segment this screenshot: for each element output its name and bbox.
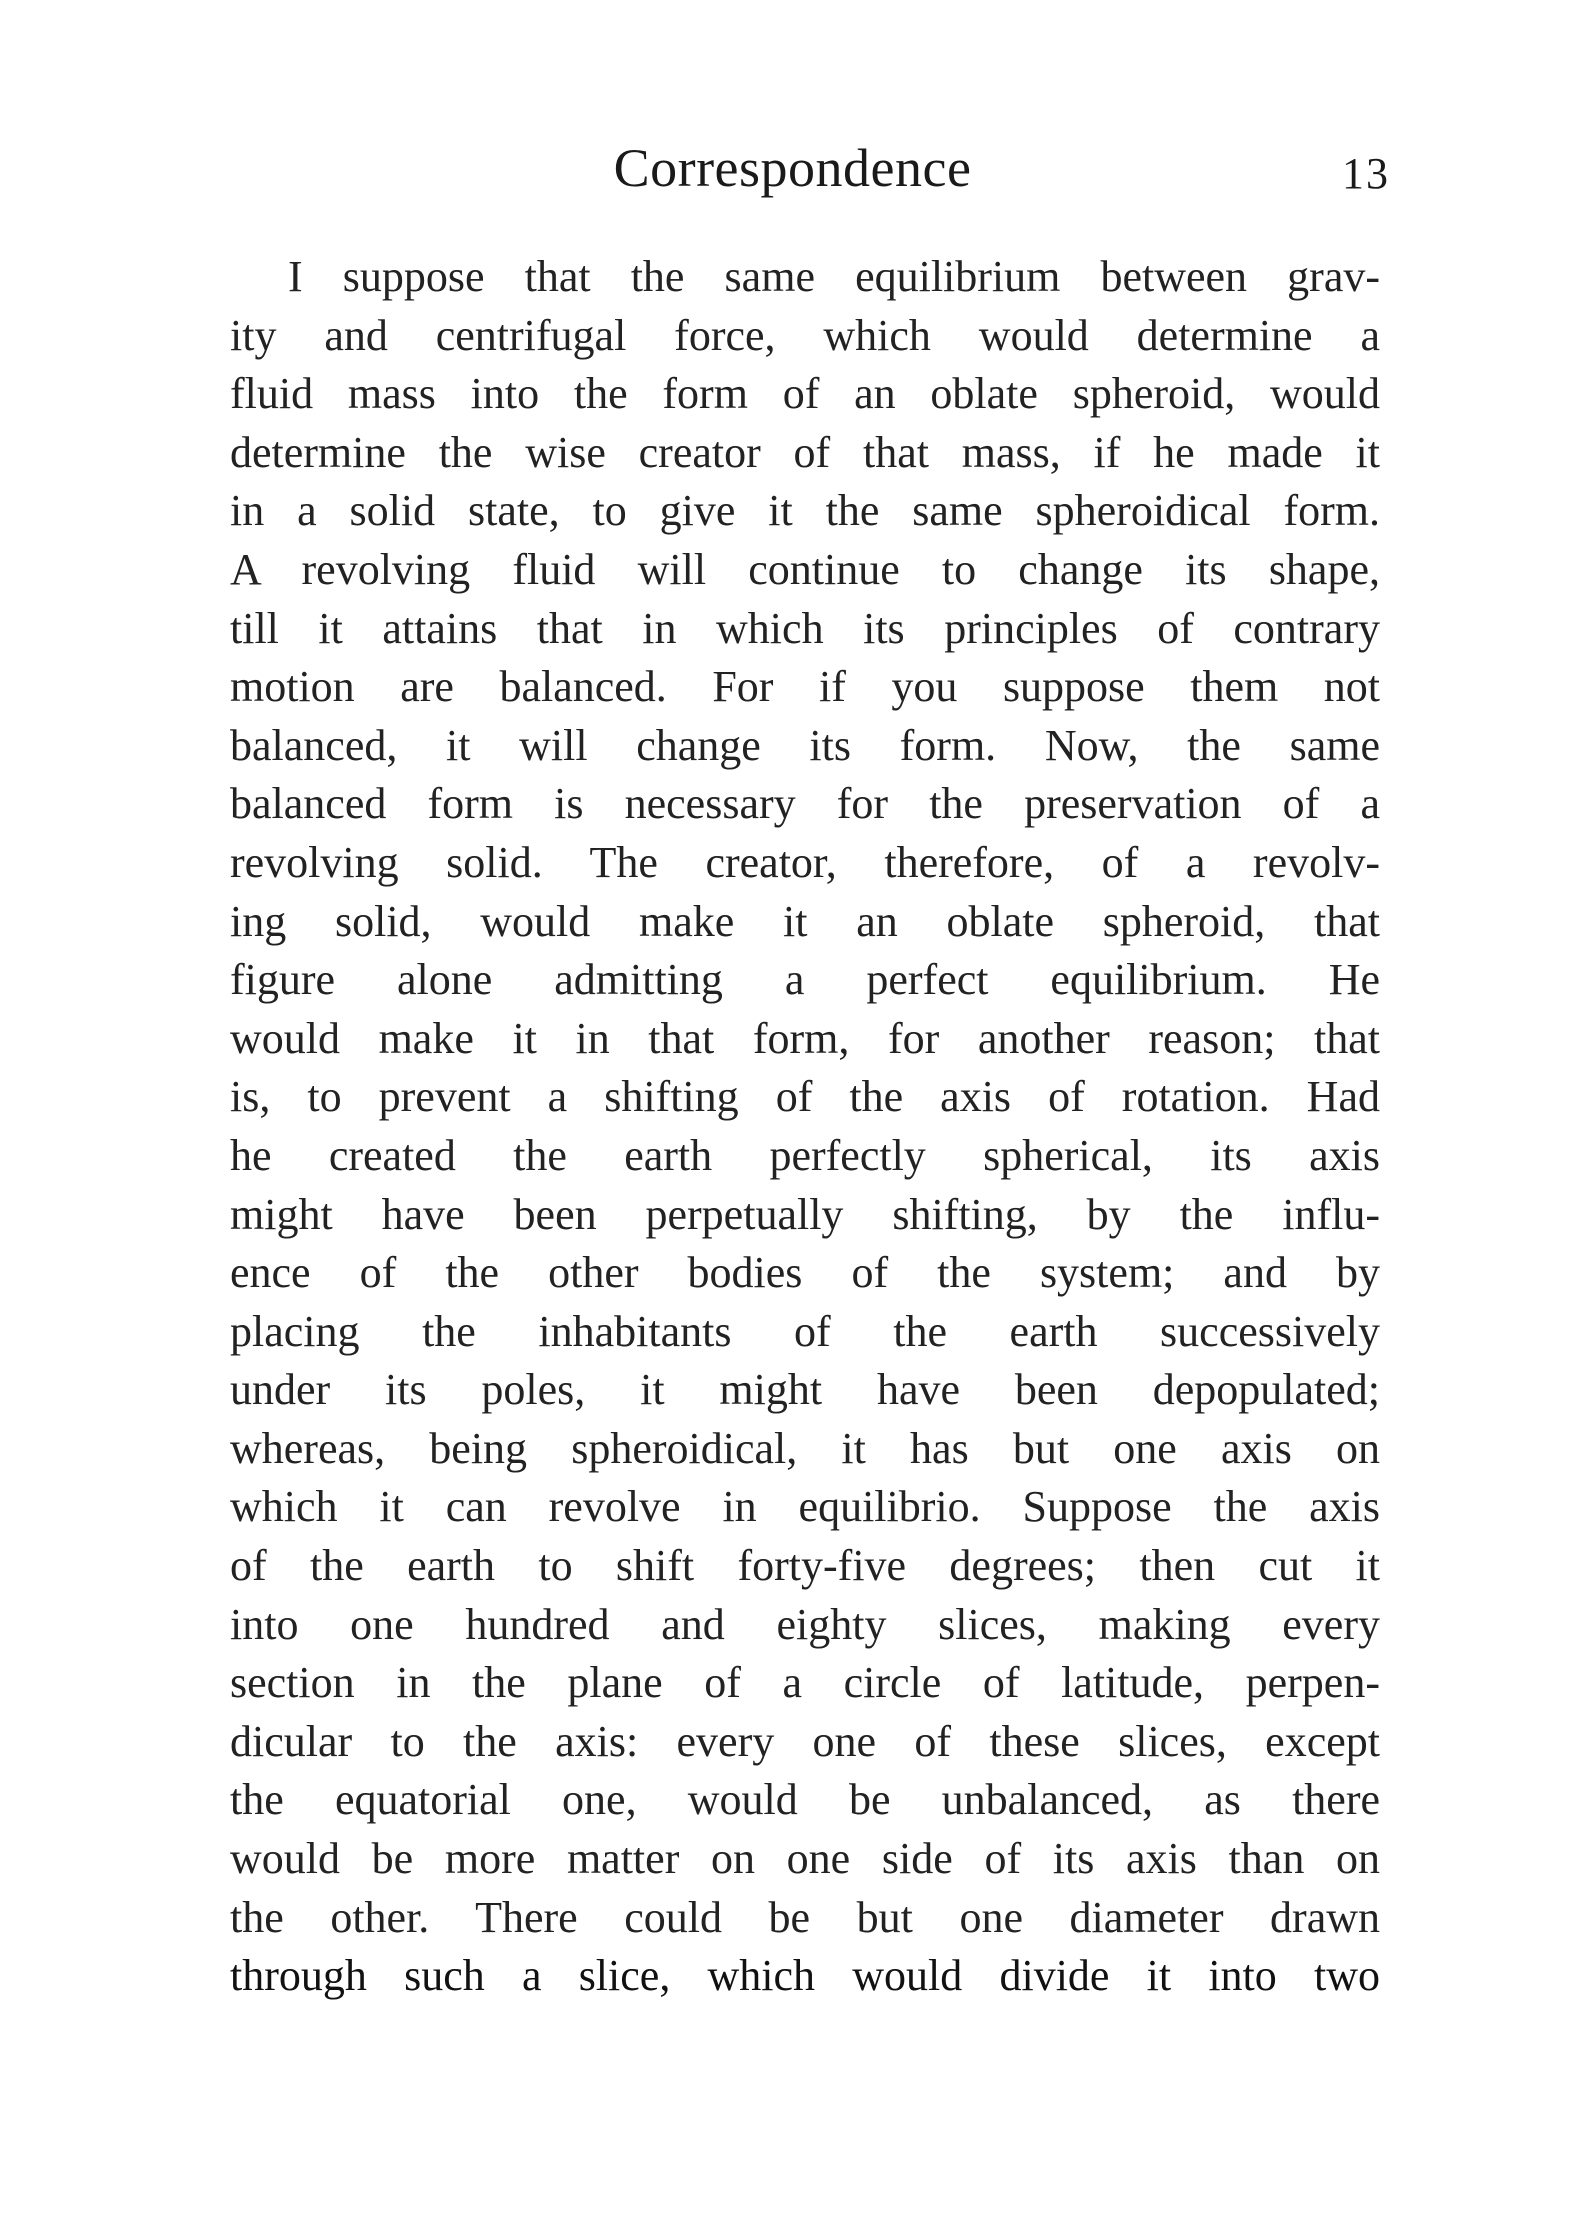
text-line: till it attains that in which its principles of contrary	[230, 603, 1380, 653]
text-line: which it can revolve in equilibrio. Suppose the axis	[230, 1482, 1380, 1532]
text-line: under its poles, it might have been depopulated;	[230, 1365, 1380, 1415]
text-line: would make it in that form, for another reason; that	[230, 1013, 1380, 1063]
text-line: A revolving fluid will continue to change its shape,	[230, 544, 1380, 594]
text-line: the equatorial one, would be unbalanced, as there	[230, 1775, 1380, 1825]
text-line: would be more matter on one side of its axis than on	[230, 1834, 1380, 1884]
text-line: might have been perpetually shifting, by the influ-	[230, 1189, 1380, 1239]
text-line: I suppose that the same equilibrium between grav-	[288, 252, 1380, 301]
page-title: Correspondence	[613, 138, 972, 198]
text-line: into one hundred and eighty slices, making every	[230, 1599, 1380, 1649]
text-line: determine the wise creator of that mass, if he made it	[230, 427, 1380, 477]
body-paragraph	[230, 248, 1380, 2006]
text-line: ing solid, would make it an oblate spheroid, that	[230, 896, 1380, 946]
text-line: fluid mass into the form of an oblate spheroid, would	[230, 369, 1380, 419]
text-line: dicular to the axis: every one of these slices, except	[230, 1716, 1380, 1766]
text-line: motion are balanced. For if you suppose them not	[230, 662, 1380, 712]
text-line: figure alone admitting a perfect equilibrium. He	[230, 955, 1380, 1005]
text-line: through such a slice, which would divide it into two	[230, 1951, 1380, 2001]
text-line: the other. There could be but one diameter drawn	[230, 1892, 1380, 1942]
text-line: section in the plane of a circle of latitude, perpen-	[230, 1658, 1380, 1708]
text-line: he created the earth perfectly spherical, its axis	[230, 1130, 1380, 1180]
text-line: placing the inhabitants of the earth successively	[230, 1306, 1380, 1356]
text-line: in a solid state, to give it the same spheroidical form.	[230, 486, 1380, 536]
text-line: balanced form is necessary for the preservation of a	[230, 779, 1380, 829]
text-line: is, to prevent a shifting of the axis of rotation. Had	[230, 1072, 1380, 1122]
text-line: of the earth to shift forty-five degrees; then cut it	[230, 1541, 1380, 1591]
text-line: revolving solid. The creator, therefore, of a revolv-	[230, 837, 1380, 887]
text-line: ence of the other bodies of the system; and by	[230, 1248, 1380, 1298]
text-line: balanced, it will change its form. Now, the same	[230, 720, 1380, 770]
running-head	[0, 138, 1585, 198]
page-number: 13	[1342, 149, 1390, 198]
text-line: ity and centrifugal force, which would determine a	[230, 310, 1380, 360]
text-line: whereas, being spheroidical, it has but one axis on	[230, 1423, 1380, 1473]
